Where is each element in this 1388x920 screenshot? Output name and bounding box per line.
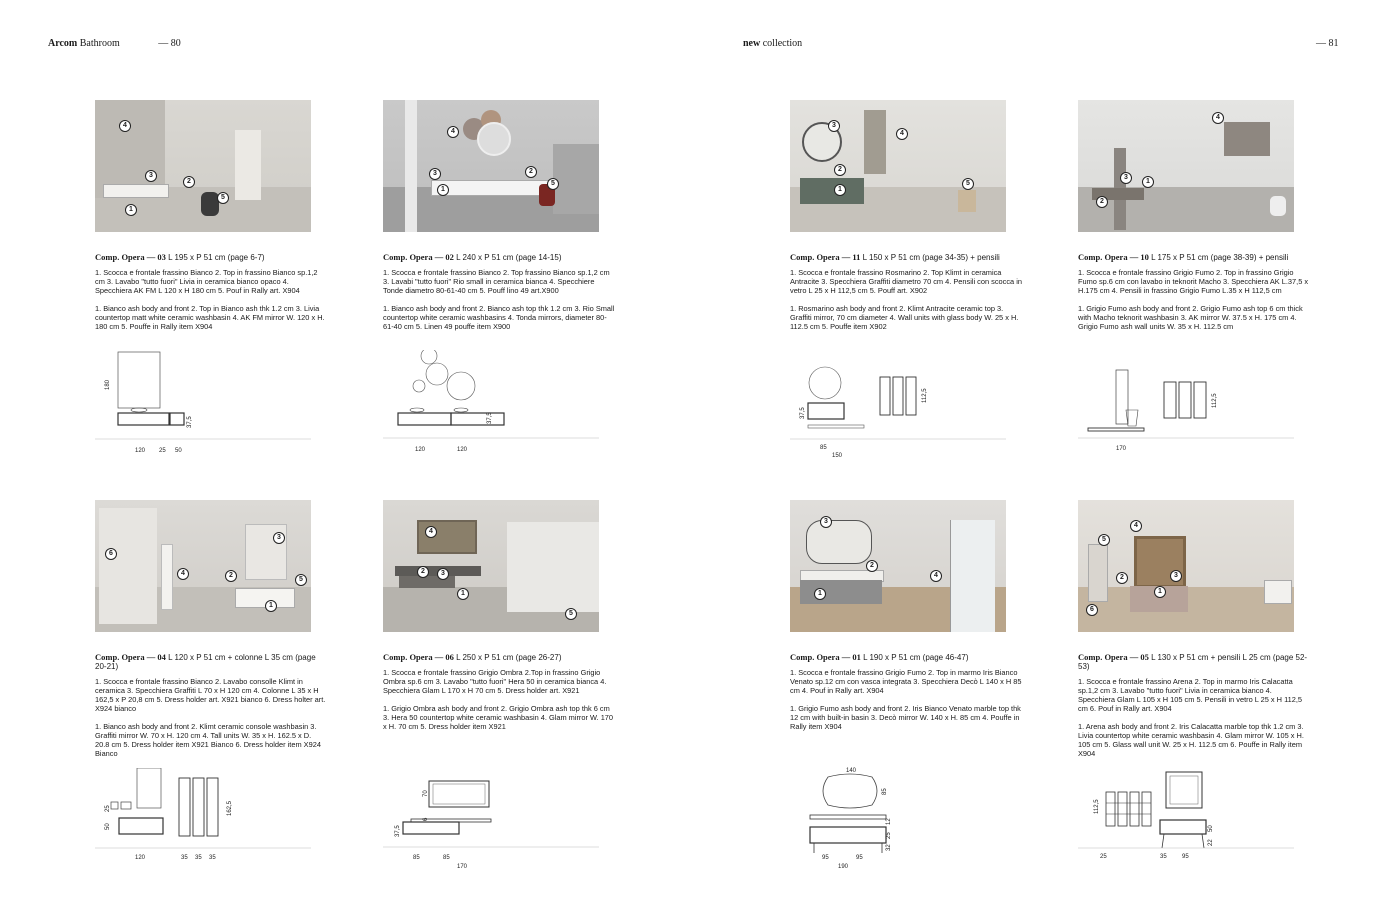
composition-title: Comp. Opera — 04 L 120 x P 51 cm + colonne L 35 cm (page 20-21): [95, 652, 316, 671]
technical-drawing: [95, 350, 327, 460]
description-italian: 1. Scocca e frontale frassino Grigio Fumo 2. Top in marmo Iris Bianco Venato sp.12 cm con vasca integrata 3. Specchiera Decò L 140 x H 85 cm 4. Pouf in Rally art. X904: [790, 668, 1022, 695]
dim-label: 120: [457, 447, 468, 453]
product-photo: 4 3 1 2: [1078, 100, 1294, 232]
dim-label: 22: [1208, 839, 1214, 846]
description-english: 1. Arena ash body and front 2. Iris Calacatta marble top thk 1.2 cm 3. Livia countertop white ceramic washbasin 4. Glam mirror W. 105 x H. 105 cm 5. Glass wall unit W. 25 x H. 112.5 cm 6. Pouffe in Rally item X904: [1078, 722, 1304, 758]
product-card: [1078, 500, 1310, 860]
technical-drawing: [95, 768, 327, 868]
technical-drawing: [790, 765, 1022, 870]
left-header: [48, 38, 181, 49]
description-english: 1. Grigio Fumo ash body and front 2. Grigio Fumo ash top 6 cm thick with Macho teknorit washbasin 3. AK mirror W. 37.5 x H. 175 cm 4. Grigio Fumo ash wall units W. 35 x H. 112.5 cm: [1078, 304, 1303, 331]
dim-label: 180: [105, 379, 111, 390]
dim-label: 140: [846, 768, 857, 774]
product-card: [1078, 100, 1310, 452]
description-italian: 1. Scocca e frontale frassino Bianco 2. Top frassino Bianco sp.1,2 cm 3. Lavabi "tutto fuori" Rio small in ceramica bianca 4. Specchiere Tonde diametro 80-61-40 cm 5. Pouff lino 49 art.X900: [383, 268, 610, 295]
description-english: 1. Bianco ash body and front 2. Bianco ash top thk 1.2 cm 3. Rio Small countertop white ceramic washbasins 4. Tonda mirrors, diameter 80-61-40 cm 5. Linen 49 pouffe item X900: [383, 304, 615, 331]
dim-label: 70: [423, 790, 429, 797]
dim-label: 120: [135, 855, 146, 861]
dim-label: 150: [832, 453, 843, 459]
product-photo: 3 2 4 1: [790, 500, 1006, 632]
composition-title: Comp. Opera — 10 L 175 x P 51 cm (page 38-39) + pensili: [1078, 252, 1289, 262]
dim-label: 37,5: [800, 407, 806, 419]
product-photo: 4 5 2 3 1 6: [1078, 500, 1294, 632]
description-english: 1. Grigio Fumo ash body and front 2. Iris Bianco Venato marble top thk 12 cm with built-in basin 3. Decò mirror W. 140 x H. 85 cm 4. Pouffe in Rally item X904: [790, 704, 1021, 731]
dim-label: 120: [415, 447, 426, 453]
product-photo: 6 4 3 2 5 1: [95, 500, 311, 632]
composition-title: Comp. Opera — 02 L 240 x P 51 cm (page 14-15): [383, 252, 562, 262]
product-photo: 4 3 2 5 1: [95, 100, 311, 232]
product-card: [383, 500, 615, 870]
technical-drawing: [1078, 368, 1310, 458]
product-photo: 4 3 2 5 1: [383, 100, 599, 232]
description-english: 1. Bianco ash body and front 2. Top in Bianco ash thk 1.2 cm 3. Livia countertop matt white ceramic washbasin 4. AK FM mirror W. 120 x H. 180 cm 5. Pouffe in Rally item X904: [95, 304, 325, 331]
description-english: 1. Bianco ash body and front 2. Klimt ceramic console washbasin 3. Graffiti mirror W. 70 x H. 120 cm 4. Tall units W. 35 x H. 162.5 x D. 20.8 cm 5. Dress holder item X921 Bianco 6. Dress holder item X924 Bianco: [95, 722, 321, 758]
page-number: — 81: [1316, 38, 1339, 49]
dim-label: 95: [856, 855, 863, 861]
product-card: [383, 100, 615, 453]
section-name: collection: [762, 38, 803, 49]
description-english: 1. Rosmarino ash body and front 2. Klimt Antracite ceramic top 3. Graffiti mirror, 70 cm diameter 4. Wall units with glass body W. 25 x H. 112.5 cm 5. Pouffe item X902: [790, 304, 1019, 331]
composition-title: Comp. Opera — 11 L 150 x P 51 cm (page 34-35) + pensili: [790, 252, 1000, 262]
description-italian: 1. Scocca e frontale frassino Arena 2. Top in marmo Iris Calacatta sp.1,2 cm 3. Lavabo "tutto fuori" Livia in ceramica bianco 4. Specchiera Glam L 105 x H 105 cm 5. Pensili in vetro L 25 x H 112,5 cm 6. Pouf in Rally art. X904: [1078, 677, 1303, 713]
dim-label: 12: [886, 818, 892, 825]
dim-label: 25: [886, 832, 892, 839]
dim-label: 6: [423, 817, 429, 821]
collection-label: new: [743, 38, 761, 49]
dim-label: 25: [1100, 854, 1107, 860]
dim-label: 50: [1208, 825, 1214, 832]
dim-label: 120: [135, 448, 146, 454]
dim-label: 25: [105, 805, 111, 812]
dim-label: 32: [886, 844, 892, 851]
dim-label: 85: [443, 855, 450, 861]
dim-label: 25: [159, 448, 166, 454]
technical-drawing: [1078, 768, 1310, 868]
technical-drawing: [383, 775, 615, 870]
dim-label: 50: [105, 823, 111, 830]
section-name: Bathroom: [79, 38, 120, 49]
description-italian: 1. Scocca e frontale frassino Grigio Fumo 2. Top in frassino Grigio Fumo sp.6 cm con lavabo in teknorit Macho 3. Specchiera AK L.37,5 x H.175 cm 4. Pensili in frassino Grigio Fumo L.35 x H 112,5 cm: [1078, 268, 1309, 295]
dim-label: 85: [413, 855, 420, 861]
page-number: — 80: [158, 38, 181, 49]
product-card: [790, 500, 1022, 870]
composition-title: Comp. Opera — 01 L 190 x P 51 cm (page 46-47): [790, 652, 969, 662]
dim-label: 35: [1160, 854, 1167, 860]
dim-label: 37,5: [395, 825, 401, 837]
right-header: [743, 38, 802, 49]
dim-label: 85: [882, 788, 888, 795]
product-card: [790, 100, 1022, 459]
description-english: 1. Grigio Ombra ash body and front 2. Grigio Ombra ash top thk 6 cm 3. Hera 50 countertop white ceramic washbasin 4. Glam mirror W. 170 x H. 70 cm 5. Dress holder item X921: [383, 704, 614, 731]
dim-label: 85: [820, 445, 827, 451]
dim-label: 35: [181, 855, 188, 861]
composition-title: Comp. Opera — 06 L 250 x P 51 cm (page 26-27): [383, 652, 562, 662]
technical-drawing: [383, 350, 615, 460]
dim-label: 35: [209, 855, 216, 861]
description-italian: 1. Scocca e frontale frassino Bianco 2. Lavabo consolle Klimt in ceramica 3. Specchiera Graffiti L 70 x H 120 cm 4. Colonne L 35 x H 162,5 x P 20,8 cm 5. Dress holder art. X921 bianco 6. Dress holter art. X924 bianco: [95, 677, 326, 713]
dim-label: 95: [1182, 854, 1189, 860]
dim-label: 170: [457, 864, 468, 870]
dim-label: 37,5: [187, 416, 193, 428]
composition-title: Comp. Opera — 03 L 195 x P 51 cm (page 6-7): [95, 252, 265, 262]
description-italian: 1. Scocca e frontale frassino Rosmarino 2. Top Klimt in ceramica Antracite 3. Specchiera Graffiti diametro 70 cm 4. Pensili con scocca in vetro L 25 x H 112,5 cm 5. Pouff art. X902: [790, 268, 1022, 295]
description-italian: 1. Scocca e frontale frassino Bianco 2. Top in frassino Bianco sp.1,2 cm 3. Lavabo "tutto fuori" Livia in ceramica bianco opaco 4. Specchiera AK FM L 120 x H 180 cm 5. Pouf in Rally art. X904: [95, 268, 318, 295]
description-italian: 1. Scocca e frontale frassino Grigio Ombra 2.Top in frassino Grigio Ombra sp.6 cm 3. Lavabo "tutto fuori" Hera 50 in ceramica bianca 4. Specchiera Glam L 170 x H 70 cm 5. Dress holder art. X921: [383, 668, 607, 695]
dim-label: 112,5: [1094, 799, 1100, 814]
dim-label: 35: [195, 855, 202, 861]
dim-label: 95: [822, 855, 829, 861]
dim-label: 112,5: [922, 388, 928, 403]
dim-label: 112,5: [1212, 393, 1218, 408]
technical-drawing: [790, 365, 1022, 465]
product-photo: 3 4 2 5 1: [790, 100, 1006, 232]
dim-label: 190: [838, 864, 849, 870]
dim-label: 162,5: [227, 800, 233, 816]
dim-label: 50: [175, 448, 182, 454]
dim-label: 170: [1116, 446, 1127, 452]
product-photo: 4 2 3 1 5: [383, 500, 599, 632]
brand-name: Arcom: [48, 38, 78, 49]
dim-label: 37,5: [487, 412, 493, 424]
product-card: [95, 100, 327, 454]
composition-title: Comp. Opera — 05 L 130 x P 51 cm + pensili L 25 cm (page 52-53): [1078, 652, 1308, 671]
product-card: [95, 500, 327, 861]
